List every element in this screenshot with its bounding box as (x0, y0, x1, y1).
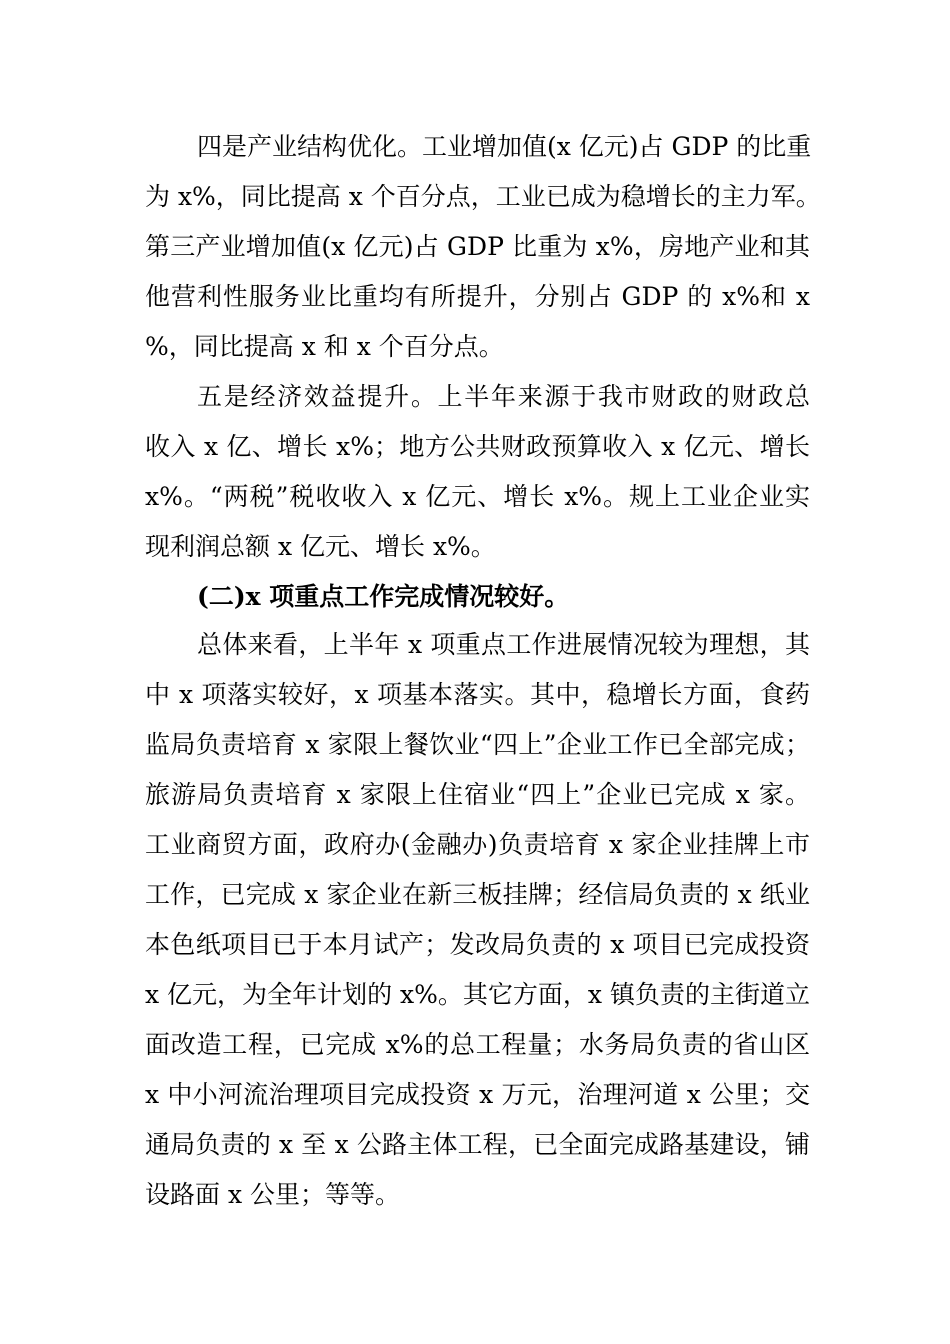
paragraph-line: 旅游局负责培育 x 家限上住宿业“四上”企业已完成 x 家。 (145, 780, 810, 809)
paragraph-line: x%。“两税”税收收入 x 亿元、增长 x%。规上工业企业实 (145, 482, 810, 511)
paragraph-line: 四是产业结构优化。工业增加值(x 亿元)占 GDP 的比重 (197, 132, 812, 161)
paragraph-line: 收入 x 亿、增长 x%；地方公共财政预算收入 x 亿元、增长 (145, 432, 810, 461)
paragraph-line: 第三产业增加值(x 亿元)占 GDP 比重为 x%，房地产业和其 (145, 232, 810, 261)
paragraph-line: 为 x%，同比提高 x 个百分点，工业已成为稳增长的主力军。 (145, 182, 821, 211)
section-heading: (二)x 项重点工作完成情况较好。 (197, 582, 570, 611)
paragraph-line: 总体来看，上半年 x 项重点工作进展情况较为理想，其 (197, 630, 810, 659)
paragraph-line: 监局负责培育 x 家限上餐饮业“四上”企业工作已全部完成； (145, 730, 810, 759)
paragraph-line: 工作，已完成 x 家企业在新三板挂牌；经信局负责的 x 纸业 (145, 880, 810, 909)
paragraph-line: 他营利性服务业比重均有所提升，分别占 GDP 的 x%和 x (145, 282, 810, 311)
paragraph-line: %，同比提高 x 和 x 个百分点。 (145, 332, 504, 361)
paragraph-line: 五是经济效益提升。上半年来源于我市财政的财政总 (197, 382, 810, 411)
paragraph-line: 中 x 项落实较好，x 项基本落实。其中，稳增长方面，食药 (145, 680, 810, 709)
paragraph-line: x 中小河流治理项目完成投资 x 万元，治理河道 x 公里；交 (145, 1080, 810, 1109)
paragraph-line: 本色纸项目已于本月试产；发改局负责的 x 项目已完成投资 (145, 930, 810, 959)
paragraph-line: 现利润总额 x 亿元、增长 x%。 (145, 532, 496, 561)
paragraph-line: 通局负责的 x 至 x 公路主体工程，已全面完成路基建设，铺 (145, 1130, 810, 1159)
paragraph-line: 设路面 x 公里；等等。 (145, 1180, 400, 1209)
paragraph-line: 工业商贸方面，政府办(金融办)负责培育 x 家企业挂牌上市 (145, 830, 810, 859)
paragraph-line: x 亿元，为全年计划的 x%。其它方面，x 镇负责的主街道立 (145, 980, 810, 1009)
paragraph-line: 面改造工程，已完成 x%的总工程量；水务局负责的省山区 (145, 1030, 810, 1059)
